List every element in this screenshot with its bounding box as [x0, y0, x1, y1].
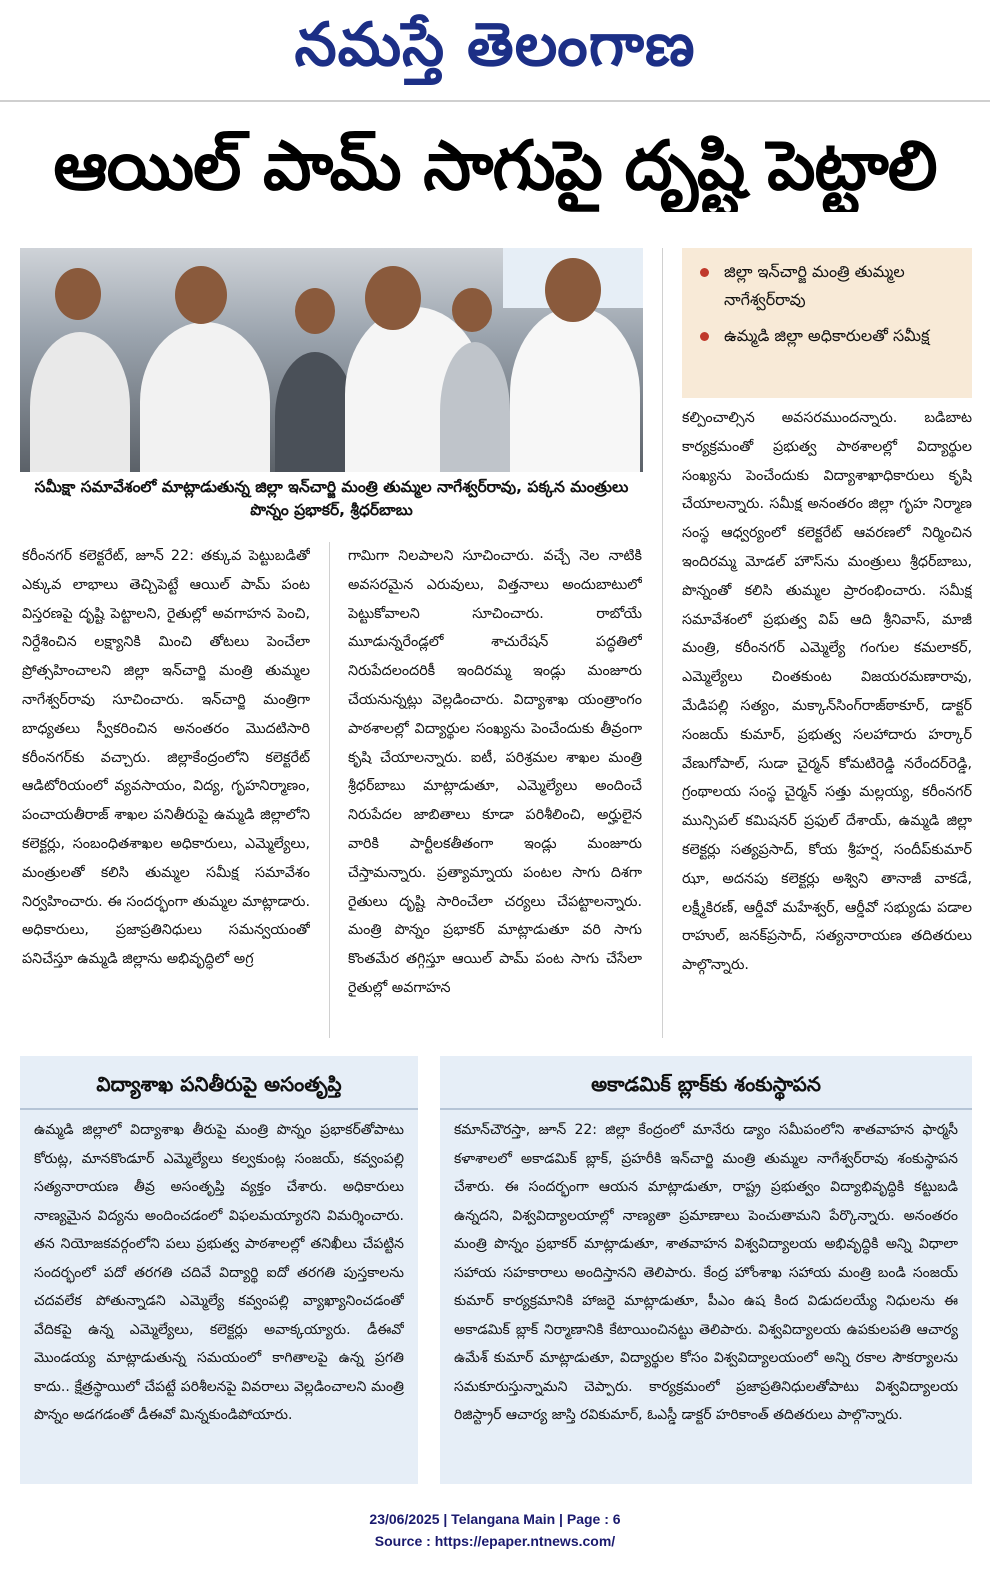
sidebar-story-education — [20, 1056, 418, 1484]
article-column-3: కల్పించాల్సిన అవసరముందన్నారు. బడిబాట కార్యక్రమంతో ప్రభుత్వ పాఠశాలల్లో విద్యార్థుల సంఖ్యను పెంచేందుకు విద్యాశాఖాధికారులు కృషి చేయాలన్నారు. సమీక్ష అనంతరం జిల్లా గృహ నిర్మాణ సంస్థ ఆధ్వర్యంలో కలెక్టరేట్ ఆవరణలో నిర్మించిన ఇందిరమ్మ మోడల్ హౌస్‌ను మంత్రులు శ్రీధర్‌బాబు, పొన్నంతో కలిసి తుమ్మల ప్రారంభించారు. సమీక్ష సమావేశంలో ప్రభుత్వ విప్ ఆది శ్రీనివాస్, మాజీ మంత్రి, కరీంనగర్ ఎమ్మెల్యే గంగుల కమలాకర్, ఎమ్మెల్యేలు చింతకుంట విజయరమణారావు, మేడిపల్లి సత్యం, మక్కాన్‌సింగ్‌రాజ్‌ఠాకూర్, డాక్టర్ సంజయ్ కుమార్, ప్రభుత్వ సలహాదారు హర్కార్ వేణుగోపాల్, సుడా చైర్మన్ కోమటిరెడ్డి నరేందర్‌రెడ్డి, గ్రంథాలయ సంస్థ చైర్మన్ సత్తు మల్లయ్య, కరీంనగర్ మున్సిపల్ కమిషనర్ ప్రఫుల్ దేశాయ్, ఉమ్మడి జిల్లా కలెక్టర్లు సత్యప్రసాద్, కోయ శ్రీహర్ష, సందీప్‌కుమార్ ఝా, అదనపు కలెక్టర్లు అశ్విని తానాజీ వాకడే, లక్ష్మీకిరణ్, ఆర్డీవో మహేశ్వర్, ఆర్డీవో సభ్యుడు పడాల రాహుల్, జనక్‌ప్రసాద్, సత్యనారాయణ తదితరులు పాల్గొన్నారు. — [682, 410, 972, 974]
headline: ఆయిల్ పామ్ సాగుపై దృష్టి పెట్టాలి — [53, 127, 937, 206]
highlight-item: జిల్లా ఇన్‌చార్జి మంత్రి తుమ్మల నాగేశ్వర్‌రావు — [696, 258, 964, 314]
newspaper-name: నమస్తే తెలంగాణ — [294, 10, 696, 80]
page-footer — [0, 1508, 990, 1552]
story-text: ఉమ్మడి జిల్లాలో విద్యాశాఖ తీరుపై మంత్రి పొన్నం ప్రభాకర్‌తోపాటు కోరుట్ల, మానకొండూర్ ఎమ్మెల్యేలు కల్వకుంట్ల సంజయ్, కవ్వంపల్లి సత్యనారాయణ తీవ్ర అసంతృప్తి వ్యక్తం చేశారు. అధికారులు నాణ్యమైన విద్యను అందించడంలో విఫలమయ్యారని విమర్శించారు. తన నియోజకవర్గంలోని పలు ప్రభుత్వ పాఠశాలల్లో తనిఖీలు చేపట్టిన సందర్భంలో పదో తరగతి చదివే విద్యార్థి ఐదో తరగతి పుస్తకాలను చదవలేక పోతున్నాడని ఎమ్మెల్యే కవ్వంపల్లి వ్యాఖ్యానించడంతో వేదికపై ఉన్న ఎమ్మెల్యేలు, కలెక్టర్లు అవాక్కయ్యారు. డీఈవో మొండయ్య మాట్లాడుతున్న సమయంలో కాగితాలపై ఉన్న ప్రగతి కాదు.. క్షేత్రస్థాయిలో చేపట్టే పరిశీలనపై వివరాలు వెల్లడించాలని మంత్రి పొన్నం అడగడంతో డీఈవో మిన్నకుండిపోయారు. — [34, 1122, 404, 1423]
column-divider — [329, 542, 330, 1038]
highlights-box — [682, 248, 972, 398]
sidebar-story-academic-block — [440, 1056, 972, 1484]
edition-info: 23/06/2025 | Telangana Main | Page : 6 — [369, 1511, 621, 1527]
column-divider — [662, 248, 663, 1038]
highlight-item: ఉమ్మడి జిల్లా అధికారులతో సమీక్ష — [696, 322, 964, 350]
masthead — [0, 0, 990, 102]
source-link[interactable]: Source : https://epaper.ntnews.com/ — [374, 1533, 616, 1549]
masthead-divider — [0, 100, 990, 102]
story-title: అకాడమిక్ బ్లాక్‌కు శంకుస్థాపన — [591, 1072, 821, 1096]
story-text: కమాన్‌చౌరస్తా, జూన్ 22: జిల్లా కేంద్రంలో మానేరు డ్యాం సమీపంలోని శాతవాహన ఫార్మసీ కళాశాలలో అకాడమిక్ బ్లాక్, ప్రహరీకి ఇన్‌చార్జి మంత్రి తుమ్మల నాగేశ్వర్‌రావు శంకుస్థాపన చేశారు. ఈ సందర్భంగా ఆయన మాట్లాడుతూ, రాష్ట్ర ప్రభుత్వం విద్యాభివృద్ధికి కట్టుబడి ఉన్నదని, విశ్వవిద్యాలయాల్లో నాణ్యతా ప్రమాణాలు పెంచుతామని పేర్కొన్నారు. అనంతరం మంత్రి పొన్నం ప్రభాకర్ మాట్లాడుతూ, శాతవాహన విశ్వవిద్యాలయ అభివృద్ధికి అన్ని విధాలా సహాయ సహకారాలు అందిస్తానని తెలిపారు. కేంద్ర హోంశాఖ సహాయ మంత్రి బండి సంజయ్ కుమార్ కార్యక్రమానికి హాజరై మాట్లాడుతూ, పీఎం ఉష కింద విడుదలయ్యే నిధులను ఈ అకాడమిక్ బ్లాక్ నిర్మాణానికి కేటాయించినట్టు తెలిపారు. విశ్వవిద్యాలయ ఉపకులపతి ఆచార్య ఉమేశ్ కుమార్ మాట్లాడుతూ, విద్యార్థుల కోసం విశ్వవిద్యాలయంలో అన్ని రకాల సౌకర్యాలను సమకూరుస్తున్నామని చెప్పారు. కార్యక్రమంలో ప్రజాప్రతినిధులతోపాటు విశ్వవిద్యాలయ రిజిస్ట్రార్ ఆచార్య జాస్తి రవికుమార్, ఓఎస్డీ డాక్టర్ హరికాంత్ తదితరులు పాల్గొన్నారు. — [454, 1122, 958, 1423]
title-divider — [440, 1108, 972, 1110]
title-divider — [20, 1108, 418, 1110]
article-column-2: గామిగా నిలపాలని సూచించారు. వచ్చే నెల నాటికి అవసరమైన ఎరువులు, విత్తనాలు అందుబాటులో పెట్టుకోవాలని సూచించారు. రాబోయే మూడున్నరేండ్లలో శాచురేషన్ పద్ధతిలో నిరుపేదలందరికీ ఇందిరమ్మ ఇండ్లు మంజూరు చేయనున్నట్లు వెల్లడించారు. విద్యాశాఖ యంత్రాంగం పాఠశాలల్లో విద్యార్థుల సంఖ్యను పెంచేందుకు తీవ్రంగా కృషి చేయాలన్నారు. ఐటీ, పరిశ్రమల శాఖల మంత్రి శ్రీధర్‌బాబు మాట్లాడుతూ, ఎమ్మెల్యేలు అందించే నిరుపేదల జాబితాలు కూడా పరిశీలించి, అర్హులైన వారికి పార్టీలకతీతంగా ఇండ్లు మంజూరు చేస్తామన్నారు. ప్రత్యామ్నాయ పంటల సాగు దిశగా రైతులు దృష్టి సారించేలా చర్యలు చేపట్టాలన్నారు. మంత్రి పొన్నం ప్రభాకర్ మాట్లాడుతూ వరి సాగు కొంతమేర తగ్గిస్తూ ఆయిల్ పామ్ పంట సాగు చేసేలా రైతుల్లో అవగాహన — [348, 548, 642, 996]
news-photo — [20, 248, 643, 472]
story-title: విద్యాశాఖ పనితీరుపై అసంతృప్తి — [96, 1072, 342, 1096]
article-column-1: కరీంనగర్ కలెక్టరేట్, జూన్ 22: తక్కువ పెట్టుబడితో ఎక్కువ లాభాలు తెచ్చిపెట్టే ఆయిల్ పామ్ పంట విస్తరణపై దృష్టి పెట్టాలని, రైతుల్లో అవగాహన పెంచి, నిర్దేశించిన లక్ష్యానికి మించి తోటలు పెంచేలా ప్రోత్సహించాలని జిల్లా ఇన్‌చార్జి మంత్రి తుమ్మల నాగేశ్వర్‌రావు సూచించారు. ఇన్‌చార్జి మంత్రిగా బాధ్యతలు స్వీకరించిన అనంతరం మొదటిసారి కరీంనగర్‌కు వచ్చారు. జిల్లాకేంద్రంలోని కలెక్టరేట్ ఆడిటోరియంలో వ్యవసాయం, విద్య, గృహనిర్మాణం, పంచాయతీరాజ్ శాఖల పనితీరుపై ఉమ్మడి జిల్లాలోని కలెక్టర్లు, సంబంధితశాఖల అధికారులు, ఎమ్మెల్యేలు, మంత్రులతో కలిసి తుమ్మల సమీక్ష సమావేశం నిర్వహించారు. ఈ సందర్భంగా తుమ్మల మాట్లాడారు. అధికారులు, ప్రజాప్రతినిధులు సమన్వయంతో పనిచేస్తూ ఉమ్మడి జిల్లాను అభివృద్ధిలో అగ్ర — [22, 548, 310, 968]
photo-caption: సమీక్షా సమావేశంలో మాట్లాడుతున్న జిల్లా ఇన్‌చార్జి మంత్రి తుమ్మల నాగేశ్వర్‌రావు, పక్కన మంత్రులు పొన్నం ప్రభాకర్, శ్రీధర్‌బాబు — [34, 478, 629, 519]
